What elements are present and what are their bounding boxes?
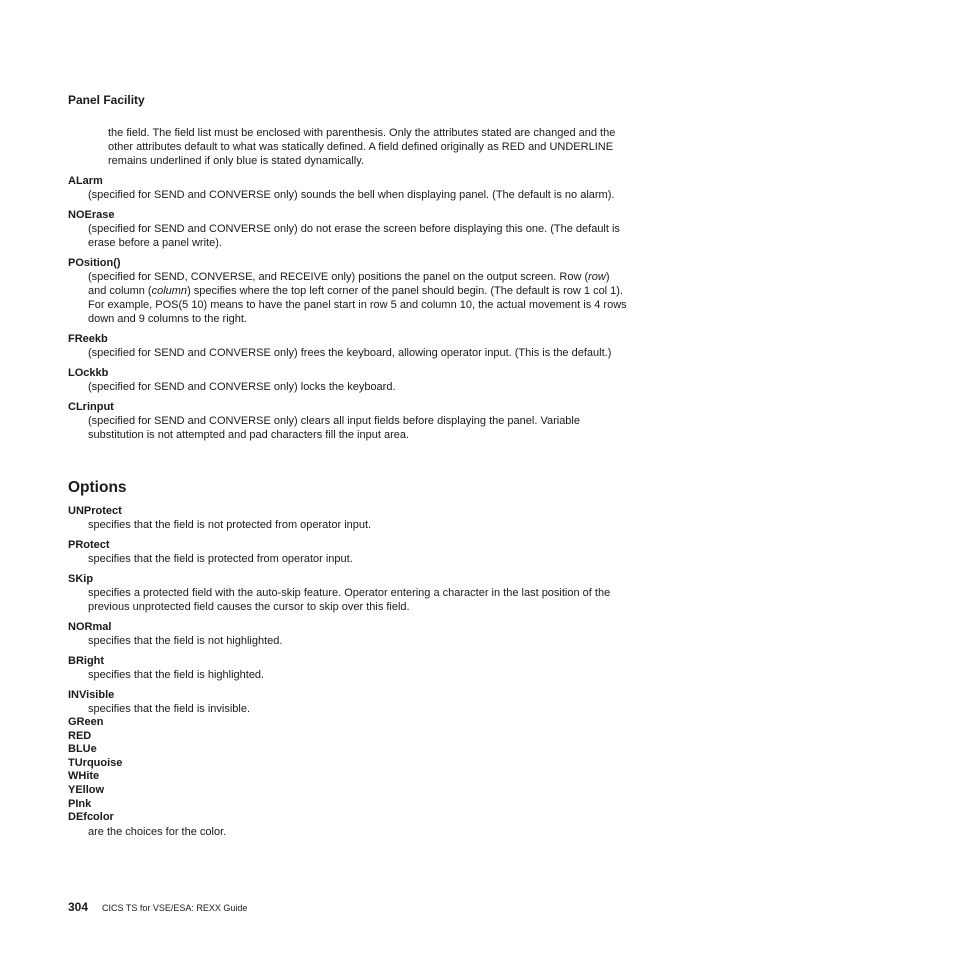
term-red: RED (68, 729, 92, 742)
term-bright: BRight (68, 655, 105, 667)
term-white: WHite (68, 770, 100, 783)
desc-freekb: (specified for SEND and CONVERSE only) frees the keyboard, allowing operator input. (This is the default.) (88, 347, 612, 359)
term-defcolor: DEfcolor (68, 811, 114, 824)
options-list (68, 505, 628, 839)
term-lockkb: LOckkb (68, 367, 109, 379)
term-yellow: YEllow (68, 783, 105, 796)
desc-normal: specifies that the field is not highlighted. (88, 635, 283, 647)
desc-alarm: (specified for SEND and CONVERSE only) sounds the bell when displaying panel. (The default is no alarm). (88, 189, 615, 201)
desc-position-row: row (588, 271, 606, 283)
running-head: Panel Facility (68, 93, 145, 107)
term-unprotect: UNProtect (68, 505, 122, 517)
desc-skip: specifies a protected field with the auto-skip feature. Operator entering a character in the last position of the previous unprotected field causes the cursor to skip over this field. (88, 587, 611, 613)
page-footer (68, 900, 247, 914)
desc-clrinput: (specified for SEND and CONVERSE only) clears all input fields before displaying the panel. Variable substitution is not attempted and pad characters fill the input area. (88, 415, 580, 441)
definition-list (68, 175, 628, 449)
term-blue: BLUe (68, 743, 97, 756)
term-invisible: INVisible (68, 689, 115, 701)
continuation-paragraph: the field. The field list must be enclosed with parenthesis. Only the attributes stated are changed and the other attributes default to what was statically defined. A field defined originally as RED and UNDERLINE remains underlined if only blue is stated dynamically. (108, 127, 616, 167)
desc-position-part2: ) and column ( (88, 271, 610, 297)
term-skip: SKip (68, 573, 94, 585)
desc-lockkb: (specified for SEND and CONVERSE only) locks the keyboard. (88, 381, 396, 393)
options-heading: Options (68, 479, 127, 496)
desc-bright: specifies that the field is highlighted. (88, 669, 265, 681)
term-clrinput: CLrinput (68, 401, 114, 413)
term-normal: NORmal (68, 621, 112, 633)
term-noerase: NOErase (68, 209, 115, 221)
desc-position (88, 270, 628, 326)
term-turquoise: TUrquoise (68, 756, 123, 769)
desc-protect: specifies that the field is protected from operator input. (88, 553, 353, 565)
desc-colors: are the choices for the color. (88, 825, 227, 838)
term-position: POsition() (68, 257, 121, 269)
term-alarm: ALarm (68, 175, 103, 187)
desc-position-column: column (151, 285, 188, 297)
desc-position-part3: ) specifies where the top left corner of the panel should begin. (The default is row 1 col 1). For example, POS(5 10) means to have the panel start in row 5 and column 10, the actual movement is 4 rows down and 9 columns to the right. (88, 285, 627, 325)
desc-invisible: specifies that the field is invisible. (88, 703, 251, 715)
page-number: 304 (68, 900, 89, 914)
color-terms (68, 716, 628, 825)
desc-unprotect: specifies that the field is not protected from operator input. (88, 519, 372, 531)
term-pink: PInk (68, 797, 92, 810)
desc-position-part1: (specified for SEND, CONVERSE, and RECEIVE only) positions the panel on the output screen. Row ( (88, 271, 589, 283)
term-green: GReen (68, 716, 104, 728)
desc-noerase: (specified for SEND and CONVERSE only) do not erase the screen before displaying this one. (The default is erase before a panel write). (88, 223, 620, 249)
term-freekb: FReekb (68, 333, 108, 345)
term-protect: PRotect (68, 539, 110, 551)
footer-title: CICS TS for VSE/ESA: REXX Guide (102, 903, 248, 913)
